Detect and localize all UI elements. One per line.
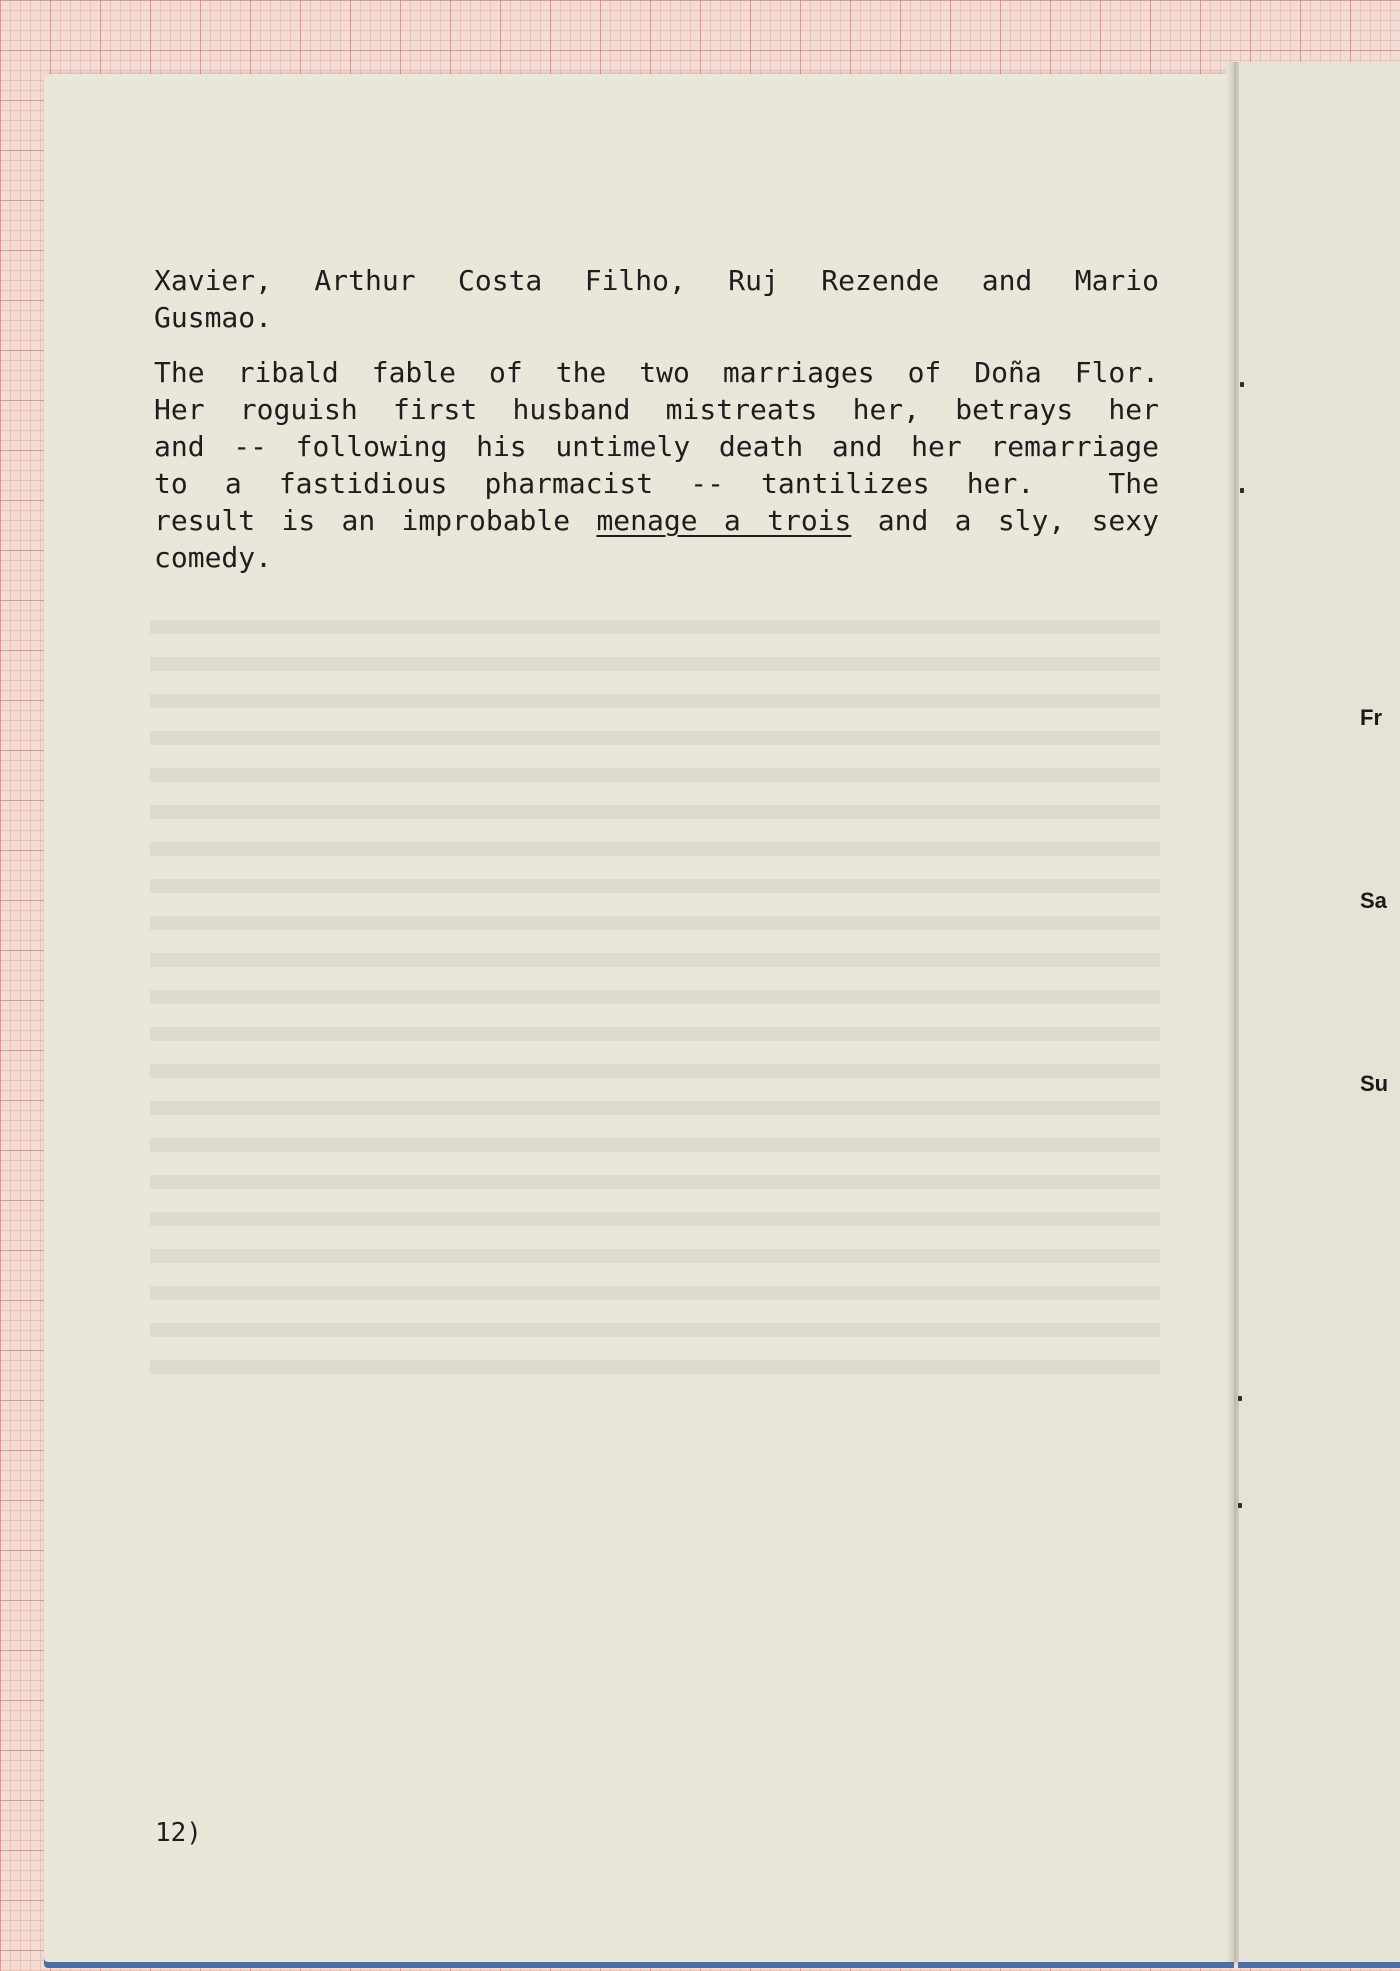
text-segment: and a sly, sexy: [851, 504, 1159, 537]
facing-page-label-sat: Sa: [1360, 888, 1387, 913]
paragraph-credits: [154, 262, 1159, 336]
right-page: [1238, 62, 1400, 1962]
text-line: [154, 502, 1159, 539]
paragraph-synopsis: [154, 354, 1159, 576]
text-line: The ribald fable of the two marriages of Doña Flor.: [154, 356, 1159, 389]
underlined-title: menage a trois: [596, 504, 852, 537]
text-line: comedy.: [154, 541, 273, 574]
facing-page-label-fri: Fr: [1360, 705, 1382, 730]
main-text: [154, 262, 1159, 576]
facing-page-label-sun: Su: [1360, 1071, 1389, 1096]
text-line: Gusmao.: [154, 301, 273, 334]
punch-mark: [1238, 1396, 1242, 1401]
punch-mark: [1240, 382, 1244, 387]
text-line: Her roguish first husband mistreats her, betrays her: [154, 393, 1159, 426]
page-number: 12): [155, 1818, 202, 1848]
text-line: to a fastidious pharmacist -- tantilizes her. The: [154, 467, 1159, 500]
punch-mark: [1238, 1503, 1242, 1508]
text-segment: result is an improbable: [154, 504, 597, 537]
show-through-texture: [150, 620, 1160, 1380]
text-line: Xavier, Arthur Costa Filho, Ruj Rezende and Mario: [154, 264, 1159, 297]
text-line: and -- following his untimely death and her remarriage: [154, 430, 1159, 463]
punch-mark: [1240, 488, 1244, 493]
